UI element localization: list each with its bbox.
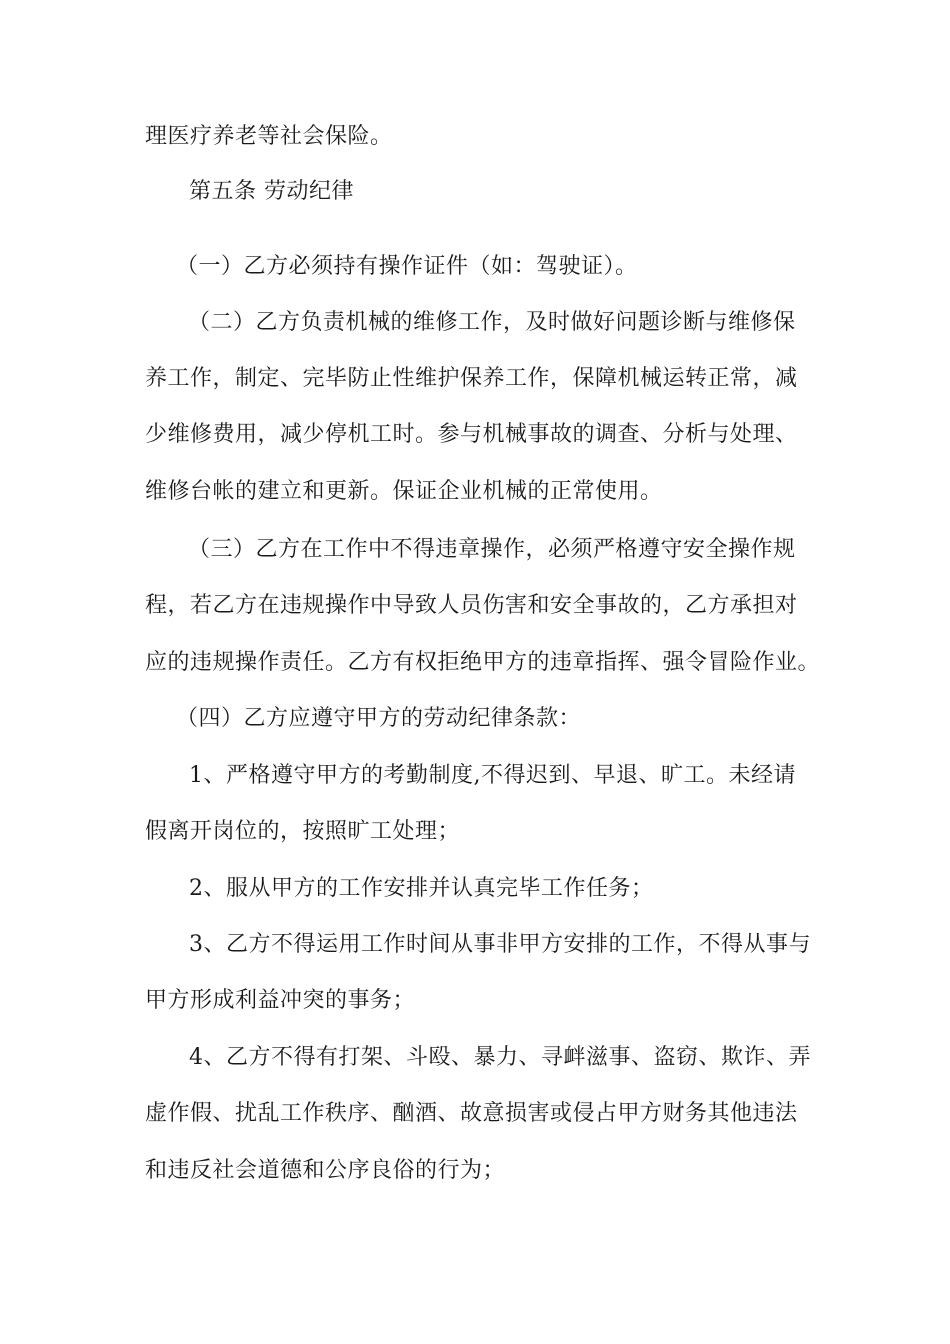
paragraph-line: 理医疗养老等社会保险。	[145, 124, 393, 149]
paragraph-line: 少维修费用，减少停机工时。参与机械事故的调查、分析与处理、	[145, 422, 798, 447]
paragraph-line: （三）乙方在工作中不得违章操作，必须严格遵守安全操作规	[188, 537, 796, 562]
paragraph-line: 甲方形成利益冲突的事务；	[145, 988, 416, 1013]
paragraph-line: 维修台帐的建立和更新。保证企业机械的正常使用。	[145, 479, 663, 504]
paragraph-line: 养工作，制定、完毕防止性维护保养工作，保障机械运转正常，减	[145, 366, 798, 391]
paragraph-line: 程，若乙方在违规操作中导致人员伤害和安全事故的，乙方承担对	[145, 593, 798, 618]
paragraph-line: 应的违规操作责任。乙方有权拒绝甲方的违章指挥、强令冒险作业。	[145, 650, 821, 675]
paragraph-line: 假离开岗位的，按照旷工处理；	[145, 819, 461, 844]
paragraph-line: （四）乙方应遵守甲方的劳动纪律条款：	[176, 706, 582, 731]
paragraph-line: 4、乙方不得有打架、斗殴、暴力、寻衅滋事、盗窃、欺诈、弄	[189, 1045, 811, 1070]
paragraph-line: 虚作假、扰乱工作秩序、酗酒、故意损害或侵占甲方财务其他违法	[145, 1101, 798, 1126]
paragraph-line: 和违反社会道德和公序良俗的行为；	[145, 1158, 506, 1183]
paragraph-line: 3、乙方不得运用工作时间从事非甲方安排的工作，不得从事与	[189, 932, 811, 957]
paragraph-line: （二）乙方负责机械的维修工作，及时做好问题诊断与维修保	[188, 310, 796, 335]
paragraph-line: 2、服从甲方的工作安排并认真完毕工作任务；	[189, 876, 654, 901]
section-heading: 第五条 劳动纪律	[189, 179, 354, 204]
paragraph-line: （一）乙方必须持有操作证件（如：驾驶证）。	[176, 254, 638, 279]
paragraph-line: 1、严格遵守甲方的考勤制度,不得迟到、早退、旷工。未经请	[189, 763, 796, 788]
